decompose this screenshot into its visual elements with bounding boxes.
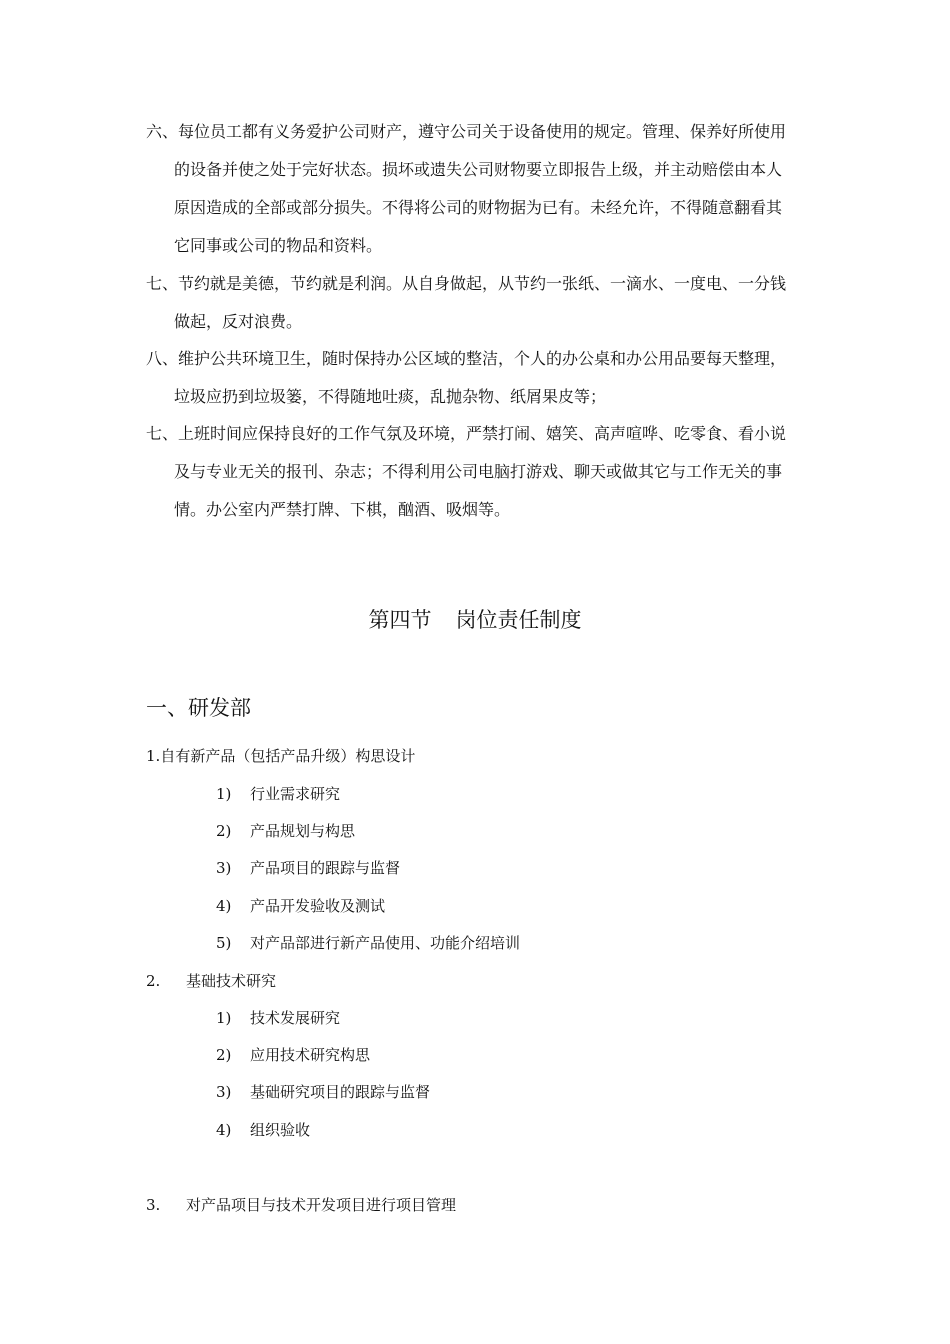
department-heading: 一、研发部 [146, 696, 251, 720]
sub-item [216, 896, 385, 916]
rule-line: 八、维护公共环境卫生，随时保持办公区域的整洁，个人的办公桌和办公用品要每天整理， [146, 349, 787, 368]
sub-item [216, 858, 400, 878]
rule-line: 七、上班时间应保持良好的工作气氛及环境，严禁打闹、嬉笑、高声喧哗、吃零食、看小说 [146, 424, 787, 443]
rule-line: 做起，反对浪费。 [174, 312, 303, 331]
sub-item [216, 1045, 370, 1065]
sub-item [216, 933, 520, 953]
rule-line: 原因造成的全部或部分损失。不得将公司的财物据为已有。未经允许，不得随意翻看其 [174, 198, 783, 217]
sub-item [216, 1120, 310, 1140]
sub-item-number: 1) [216, 785, 232, 803]
sub-item-text: 行业需求研究 [250, 785, 341, 803]
sub-item-number: 1) [216, 1009, 232, 1027]
sub-item-text: 对产品部进行新产品使用、功能介绍培训 [250, 934, 521, 952]
sub-item [216, 784, 340, 804]
item-number: 1. [146, 747, 161, 765]
sub-item-number: 5) [216, 934, 232, 952]
item-text: 对产品项目与技术开发项目进行项目管理 [186, 1196, 457, 1214]
sub-item [216, 1082, 430, 1102]
sub-item-number: 2) [216, 1046, 232, 1064]
rule-line: 的设备并使之处于完好状态。损坏或遗失公司财物要立即报告上级，并主动赔偿由本人 [174, 160, 783, 179]
rule-line: 垃圾应扔到垃圾篓，不得随地吐痰，乱抛杂物、纸屑果皮等； [174, 387, 607, 406]
section-heading [0, 606, 950, 634]
sub-item-text: 基础研究项目的跟踪与监督 [250, 1083, 431, 1101]
duty-item-3 [146, 1195, 456, 1215]
sub-item [216, 821, 355, 841]
section-title: 岗位责任制度 [455, 608, 582, 632]
item-text: 自有新产品（包括产品升级）构思设计 [160, 747, 416, 765]
sub-item-number: 4) [216, 1121, 232, 1139]
rule-line: 情。办公室内严禁打牌、下棋，酗酒、吸烟等。 [174, 500, 511, 519]
sub-item-text: 技术发展研究 [250, 1009, 341, 1027]
item-text: 基础技术研究 [186, 972, 277, 990]
section-number: 第四节 [368, 608, 432, 632]
duty-item-2 [146, 971, 276, 991]
sub-item-number: 2) [216, 822, 232, 840]
sub-item-number: 4) [216, 897, 232, 915]
duty-item-1 [146, 746, 415, 766]
sub-item-number: 3) [216, 1083, 232, 1101]
sub-item-text: 产品规划与构思 [250, 822, 356, 840]
rule-line: 及与专业无关的报刊、杂志；不得利用公司电脑打游戏、聊天或做其它与工作无关的事 [174, 462, 783, 481]
sub-item [216, 1008, 340, 1028]
sub-item-text: 产品项目的跟踪与监督 [250, 859, 401, 877]
rule-line: 六、每位员工都有义务爱护公司财产，遵守公司关于设备使用的规定。管理、保养好所使用 [146, 122, 787, 141]
item-number: 2. [146, 972, 161, 990]
sub-item-text: 组织验收 [250, 1121, 311, 1139]
sub-item-number: 3) [216, 859, 232, 877]
rule-line: 它同事或公司的物品和资料。 [174, 236, 383, 255]
sub-item-text: 应用技术研究构思 [250, 1046, 371, 1064]
sub-item-text: 产品开发验收及测试 [250, 897, 386, 915]
item-number: 3. [146, 1196, 161, 1214]
rule-line: 七、节约就是美德，节约就是利润。从自身做起，从节约一张纸、一滴水、一度电、一分钱 [146, 274, 787, 293]
